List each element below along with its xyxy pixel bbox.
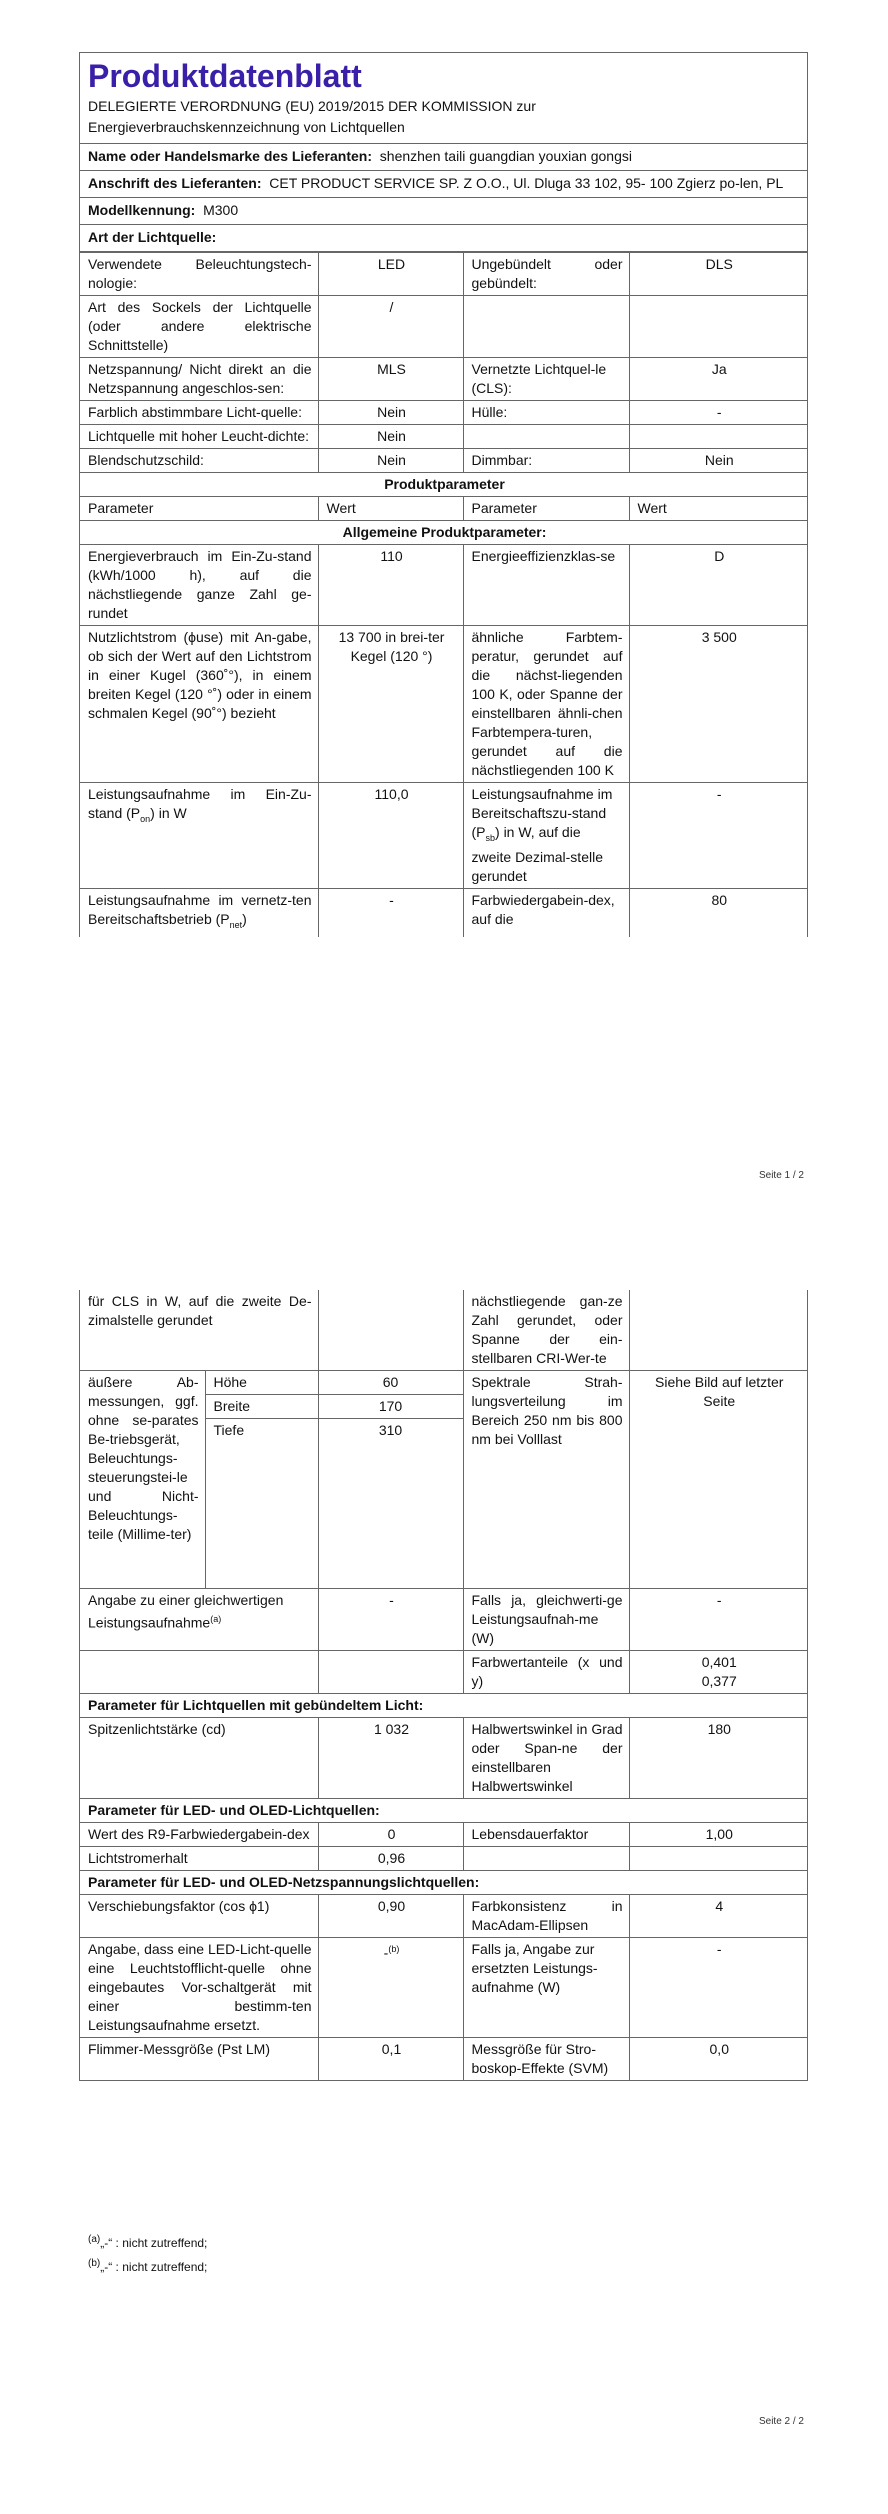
r9-value: 0 bbox=[318, 1823, 463, 1847]
pon-label bbox=[80, 783, 318, 889]
pnet-label bbox=[80, 888, 318, 936]
table-row bbox=[80, 1718, 807, 1799]
document-title: Produktdatenblatt bbox=[88, 58, 362, 94]
title-block bbox=[80, 53, 807, 144]
table-row bbox=[80, 1871, 807, 1895]
regulation-line-1: DELEGIERTE VERORDNUNG (EU) 2019/2015 DER KOMMISSION zur bbox=[88, 98, 536, 114]
chroma-values bbox=[629, 1651, 807, 1694]
table-row bbox=[80, 2038, 807, 2081]
table-row bbox=[80, 1694, 807, 1718]
equiv-sup: (a) bbox=[210, 1614, 222, 1624]
height-label: Höhe bbox=[205, 1371, 318, 1395]
depth-label: Tiefe bbox=[205, 1419, 318, 1589]
footnote-b bbox=[88, 2256, 207, 2275]
column-header-param-2: Parameter bbox=[463, 497, 629, 521]
table-row bbox=[80, 1823, 807, 1847]
equiv-w-value: - bbox=[629, 1589, 807, 1651]
column-header-value-2: Wert bbox=[629, 497, 807, 521]
table-row bbox=[80, 449, 807, 473]
dls-params-heading: Parameter für Lichtquellen mit gebündeltem Licht: bbox=[80, 1694, 807, 1718]
supplier-address-row bbox=[80, 171, 807, 198]
beam-label: Halbwertswinkel in Grad oder Span-ne der einstellbaren Halbwertswinkel bbox=[463, 1718, 629, 1799]
dimmable-label: Dimmbar: bbox=[463, 449, 629, 473]
supplier-address-value: CET PRODUCT SERVICE SP. Z O.O., Ul. Dluga 33 102, 95- 100 Zgierz po-len, PL bbox=[269, 175, 784, 191]
model-label: Modellkennung: bbox=[88, 202, 196, 218]
mains-value: MLS bbox=[318, 358, 463, 401]
psb-label-unit: ) in W, auf die zweite Dezimal-stelle gerundet bbox=[471, 824, 603, 884]
footnote-a-text: „-“ : nicht zutreffend; bbox=[100, 2236, 208, 2250]
pnet-sub: net bbox=[229, 919, 243, 930]
table-row bbox=[80, 1895, 807, 1938]
retro-sup: (b) bbox=[388, 1944, 400, 1954]
params-table-continued bbox=[80, 1290, 807, 2081]
empty-cell bbox=[463, 1847, 629, 1871]
retro-label: Angabe, dass eine LED-Licht-quelle eine Leuchtstofflicht-quelle ohne eingebautes Vor-schaltgerät mit einer bestimm-ten Leistungsaufnahme ersetzt. bbox=[80, 1938, 318, 2038]
envelope-label: Hülle: bbox=[463, 401, 629, 425]
width-label: Breite bbox=[205, 1395, 318, 1419]
psb-label-text: Leistungsaufnahme im Bereitschaftszu-stand (P bbox=[471, 786, 613, 840]
efficiency-value: D bbox=[629, 545, 807, 626]
chroma-y: 0,377 bbox=[701, 1673, 737, 1689]
equiv-w-label: Falls ja, gleichwerti-ge Leistungsaufnah-me (W) bbox=[463, 1589, 629, 1651]
empty-cell bbox=[318, 1290, 463, 1371]
r9-label: Wert des R9-Farbwiedergabein-dex bbox=[80, 1823, 318, 1847]
equiv-label bbox=[80, 1589, 318, 1651]
page-1 bbox=[0, 0, 888, 1190]
table-row bbox=[80, 1589, 807, 1651]
cri-label: Farbwiedergabein-dex, auf die bbox=[463, 888, 629, 936]
pnet-label-unit: ) bbox=[242, 910, 247, 927]
glare-label: Blendschutzschild: bbox=[80, 449, 318, 473]
table-header-row bbox=[80, 497, 807, 521]
pon-value: 110,0 bbox=[318, 783, 463, 889]
table-row bbox=[80, 626, 807, 783]
table-row bbox=[80, 473, 807, 497]
pon-label-text: Leistungsaufnahme im Ein-Zu-stand (P bbox=[88, 786, 312, 821]
datasheet-page-2 bbox=[79, 1290, 808, 2081]
retro-w-value: - bbox=[629, 1938, 807, 2038]
retro-value-text: - bbox=[383, 1944, 389, 1961]
supplier-name-row bbox=[80, 144, 807, 171]
table-row bbox=[80, 425, 807, 449]
table-row bbox=[80, 1651, 807, 1694]
psb-value: - bbox=[629, 783, 807, 889]
chroma-label: Farbwertanteile (x und y) bbox=[463, 1651, 629, 1694]
footnote-b-text: „-“ : nicht zutreffend; bbox=[100, 2260, 208, 2274]
footnote-a bbox=[88, 2232, 207, 2251]
svm-value: 0,0 bbox=[629, 2038, 807, 2081]
table-row bbox=[80, 401, 807, 425]
empty-cell bbox=[629, 1290, 807, 1371]
hld-label: Lichtquelle mit hoher Leucht-dichte: bbox=[80, 425, 318, 449]
efficiency-label: Energieeffizienzklas-se bbox=[463, 545, 629, 626]
table-row bbox=[80, 1290, 807, 1371]
empty-cell bbox=[629, 425, 807, 449]
socket-value: / bbox=[318, 296, 463, 358]
cct-value: 3 500 bbox=[629, 626, 807, 783]
peak-value: 1 032 bbox=[318, 1718, 463, 1799]
pon-label-unit: ) in W bbox=[150, 805, 187, 821]
table-row bbox=[80, 521, 807, 545]
dims-values-cell bbox=[318, 1371, 463, 1589]
model-row bbox=[80, 198, 807, 225]
envelope-value: - bbox=[629, 401, 807, 425]
table-row bbox=[80, 253, 807, 296]
column-header-param-1: Parameter bbox=[80, 497, 318, 521]
bundled-value: DLS bbox=[629, 253, 807, 296]
page-number-2: Seite 2 / 2 bbox=[758, 2416, 804, 2427]
macadam-value: 4 bbox=[629, 1895, 807, 1938]
light-source-type-row bbox=[80, 225, 807, 252]
energy-value: 110 bbox=[318, 545, 463, 626]
maint-label: Lichtstromerhalt bbox=[80, 1847, 318, 1871]
pnet-value: - bbox=[318, 888, 463, 936]
table-row bbox=[80, 1938, 807, 2038]
table-row bbox=[80, 296, 807, 358]
empty-cell bbox=[629, 1847, 807, 1871]
psb-sub: sb bbox=[485, 832, 496, 843]
hld-value: Nein bbox=[318, 425, 463, 449]
empty-cell bbox=[318, 1651, 463, 1694]
survival-label: Lebensdauerfaktor bbox=[463, 1823, 629, 1847]
table-row bbox=[80, 888, 807, 936]
table-row bbox=[80, 1371, 807, 1589]
energy-label: Energieverbrauch im Ein-Zu-stand (kWh/1000 h), auf die nächstliegende ganze Zahl ge-rundet bbox=[80, 545, 318, 626]
equiv-label-text: Angabe zu einer gleichwertigen Leistungsaufnahme bbox=[88, 1592, 284, 1631]
pon-sub: on bbox=[140, 813, 151, 824]
equiv-value: - bbox=[318, 1589, 463, 1651]
empty-cell bbox=[463, 425, 629, 449]
cls-label: Vernetzte Lichtquel-le (CLS): bbox=[463, 358, 629, 401]
height-value: 60 bbox=[319, 1371, 463, 1395]
column-header-value-1: Wert bbox=[318, 497, 463, 521]
dims-subtable bbox=[80, 1371, 318, 1588]
cri-value: 80 bbox=[629, 888, 807, 936]
dims-label: äußere Ab-messungen, ggf. ohne se-parates Be-triebsgerät, Beleuchtungs-steuerungstei-le und Nicht-Beleuchtungs-teile (Millime-ter) bbox=[80, 1371, 205, 1588]
socket-label: Art des Sockels der Lichtquelle (oder andere elektrische Schnittstelle) bbox=[80, 296, 318, 358]
cct-label: ähnliche Farbtem-peratur, gerundet auf die nächst-liegenden 100 K, oder Spanne der einstellbaren ähnli-chen Farbtempera-turen, gerundet auf die nächstliegenden 100 K bbox=[463, 626, 629, 783]
svm-label: Messgröße für Stro-boskop-Effekte (SVM) bbox=[463, 2038, 629, 2081]
footnote-b-mark: (b) bbox=[88, 2258, 101, 2269]
flicker-label: Flimmer-Messgröße (Pst LM) bbox=[80, 2038, 318, 2081]
spectral-value: Siehe Bild auf letzter Seite bbox=[629, 1371, 807, 1589]
page-2 bbox=[0, 1290, 888, 2514]
dims-cell bbox=[80, 1371, 318, 1589]
table-row bbox=[80, 783, 807, 889]
led-params-heading: Parameter für LED- und OLED-Lichtquellen: bbox=[80, 1799, 807, 1823]
depth-value: 310 bbox=[378, 1422, 403, 1438]
retro-w-label: Falls ja, Angabe zur ersetzten Leistungs-aufnahme (W) bbox=[463, 1938, 629, 2038]
light-source-type-label: Art der Lichtquelle: bbox=[88, 229, 217, 245]
supplier-name-label: Name oder Handelsmarke des Lieferanten: bbox=[88, 148, 372, 164]
pnet-label-cont: für CLS in W, auf die zweite De-zimalstelle gerundet bbox=[80, 1290, 318, 1371]
tunable-value: Nein bbox=[318, 401, 463, 425]
table-row bbox=[80, 1799, 807, 1823]
light-source-table bbox=[80, 252, 807, 937]
tunable-label: Farblich abstimmbare Licht-quelle: bbox=[80, 401, 318, 425]
cri-label-cont: nächstliegende gan-ze Zahl gerundet, oder Spanne der ein-stellbaren CRI-Wer-te bbox=[463, 1290, 629, 1371]
model-value: M300 bbox=[203, 202, 239, 218]
general-params-heading: Allgemeine Produktparameter: bbox=[80, 521, 807, 545]
table-row bbox=[80, 1847, 807, 1871]
table-row bbox=[80, 358, 807, 401]
table-row bbox=[80, 545, 807, 626]
tech-label: Verwendete Beleuchtungstech-nologie: bbox=[80, 253, 318, 296]
spectral-label: Spektrale Strah-lungsverteilung im Bereich 250 nm bis 800 nm bei Volllast bbox=[463, 1371, 629, 1589]
tech-value: LED bbox=[318, 253, 463, 296]
dimmable-value: Nein bbox=[629, 449, 807, 473]
supplier-address-label: Anschrift des Lieferanten: bbox=[88, 175, 262, 191]
flicker-value: 0,1 bbox=[318, 2038, 463, 2081]
product-params-heading: Produktparameter bbox=[80, 473, 807, 497]
mains-label: Netzspannung/ Nicht direkt an die Netzspannung angeschlos-sen: bbox=[80, 358, 318, 401]
maint-value: 0,96 bbox=[318, 1847, 463, 1871]
psb-label bbox=[463, 783, 629, 889]
mains-params-heading: Parameter für LED- und OLED-Netzspannungslichtquellen: bbox=[80, 1871, 807, 1895]
survival-value: 1,00 bbox=[629, 1823, 807, 1847]
peak-label: Spitzenlichtstärke (cd) bbox=[80, 1718, 318, 1799]
retro-value bbox=[318, 1938, 463, 2038]
beam-value: 180 bbox=[629, 1718, 807, 1799]
empty-cell bbox=[80, 1651, 318, 1694]
pnet-label-text: Leistungsaufnahme im vernetz-ten Bereitschaftsbetrieb (P bbox=[88, 891, 312, 927]
macadam-label: Farbkonsistenz in MacAdam-Ellipsen bbox=[463, 1895, 629, 1938]
footnote-a-mark: (a) bbox=[88, 2234, 101, 2245]
empty-cell bbox=[629, 296, 807, 358]
bundled-label: Ungebündelt oder gebündelt: bbox=[463, 253, 629, 296]
regulation-line-2: Energieverbrauchskennzeichnung von Lichtquellen bbox=[88, 119, 405, 135]
empty-cell bbox=[463, 296, 629, 358]
flux-value: 13 700 in brei-ter Kegel (120 °) bbox=[318, 626, 463, 783]
disp-value: 0,90 bbox=[318, 1895, 463, 1938]
chroma-x: 0,401 bbox=[701, 1654, 737, 1670]
glare-value: Nein bbox=[318, 449, 463, 473]
width-value: 170 bbox=[319, 1395, 463, 1419]
datasheet-page-1 bbox=[79, 52, 808, 937]
disp-label: Verschiebungsfaktor (cos ϕ1) bbox=[80, 1895, 318, 1938]
cls-value: Ja bbox=[629, 358, 807, 401]
flux-label: Nutzlichtstrom (ϕuse) mit An-gabe, ob sich der Wert auf den Lichtstrom in einer Kugel (360˚°), in einem breiten Kegel (120 °˚) oder in einem schmalen Kegel (90˚°) bezieht bbox=[80, 626, 318, 783]
page-number-1: Seite 1 / 2 bbox=[758, 1170, 804, 1181]
supplier-name-value: shenzhen taili guangdian youxian gongsi bbox=[379, 148, 632, 164]
